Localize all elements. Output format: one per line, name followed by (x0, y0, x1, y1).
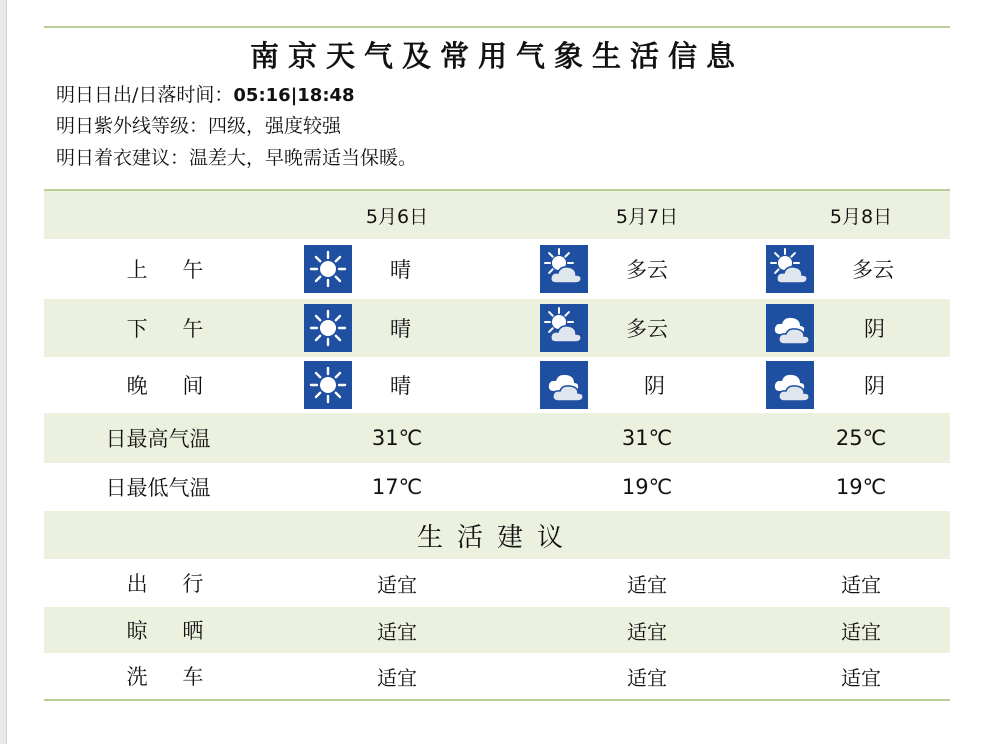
clothing-line: 明日着衣建议：温差大，早晚需适当保暖。 (56, 147, 418, 169)
sun-icon (304, 361, 352, 409)
high-temp-label: 日最高气温 (105, 427, 211, 451)
period-row-morning (44, 239, 950, 299)
sun-times-line (56, 80, 355, 107)
suggestion-value: 适宜 (377, 572, 417, 597)
weather-text: 多云 (626, 317, 668, 341)
sun-times-label: 明日日出/日落时间： (56, 84, 234, 106)
weather-text: 多云 (852, 258, 894, 282)
suggestion-label: 出 行 (126, 572, 218, 596)
weather-text: 晴 (390, 258, 411, 282)
uv-line: 明日紫外线等级：四级，强度较强 (56, 115, 342, 137)
weather-cell (766, 357, 936, 413)
suggestion-row-drying (44, 607, 950, 653)
high-temp-value: 31℃ (621, 426, 673, 450)
suggestion-value: 适宜 (627, 572, 667, 597)
weather-text: 阴 (864, 317, 885, 341)
weather-table (44, 189, 950, 701)
suggestion-value: 适宜 (841, 619, 881, 644)
low-temp-value: 17℃ (371, 475, 423, 499)
suggestion-label: 洗 车 (126, 665, 218, 689)
low-temp-label: 日最低气温 (105, 476, 211, 500)
suggestion-value: 适宜 (377, 665, 417, 690)
partly-cloudy-icon (540, 304, 588, 352)
suggestion-row-carwash (44, 653, 950, 699)
page-title: 南京天气及常用气象生活信息 (249, 39, 744, 73)
date-2: 5月7日 (615, 205, 679, 228)
partly-cloudy-icon (540, 245, 588, 293)
date-3: 5月8日 (829, 205, 893, 228)
suggestion-value: 适宜 (841, 665, 881, 690)
low-temp-value: 19℃ (621, 475, 673, 499)
period-label: 晚 间 (126, 374, 218, 398)
weather-text: 多云 (626, 258, 668, 282)
high-temp-value: 31℃ (371, 426, 423, 450)
overcast-icon (540, 361, 588, 409)
top-rule (44, 26, 950, 28)
weather-cell (304, 357, 464, 413)
overcast-icon (766, 361, 814, 409)
page-edge (0, 0, 7, 744)
weather-cell (766, 299, 936, 357)
suggestion-row-travel (44, 559, 950, 607)
section-header-row (44, 511, 950, 559)
weather-text: 晴 (390, 374, 411, 398)
high-temp-row (44, 413, 950, 463)
suggestion-label: 晾 晒 (126, 619, 218, 643)
weather-cell (766, 239, 936, 299)
sun-icon (304, 304, 352, 352)
high-temp-value: 25℃ (835, 426, 887, 450)
period-label: 下 午 (126, 317, 218, 341)
weather-cell (304, 299, 464, 357)
weather-cell (540, 357, 720, 413)
period-row-evening (44, 357, 950, 413)
suggestion-value: 适宜 (841, 572, 881, 597)
date-1: 5月6日 (365, 205, 429, 228)
period-label: 上 午 (126, 258, 218, 282)
suggestion-value: 适宜 (627, 665, 667, 690)
weather-text: 阴 (644, 374, 665, 398)
sun-times-value: 05:16|18:48 (233, 85, 355, 106)
suggestion-value: 适宜 (377, 619, 417, 644)
period-row-afternoon (44, 299, 950, 357)
header-empty (44, 191, 272, 239)
section-title: 生活建议 (416, 522, 577, 553)
partly-cloudy-icon (766, 245, 814, 293)
overcast-icon (766, 304, 814, 352)
low-temp-value: 19℃ (835, 475, 887, 499)
suggestion-value: 适宜 (627, 619, 667, 644)
weather-cell (540, 299, 720, 357)
weather-text: 阴 (864, 374, 885, 398)
date-header-row (44, 191, 950, 239)
weather-text: 晴 (390, 317, 411, 341)
weather-cell (540, 239, 720, 299)
low-temp-row (44, 463, 950, 511)
sun-icon (304, 245, 352, 293)
weather-cell (304, 239, 464, 299)
